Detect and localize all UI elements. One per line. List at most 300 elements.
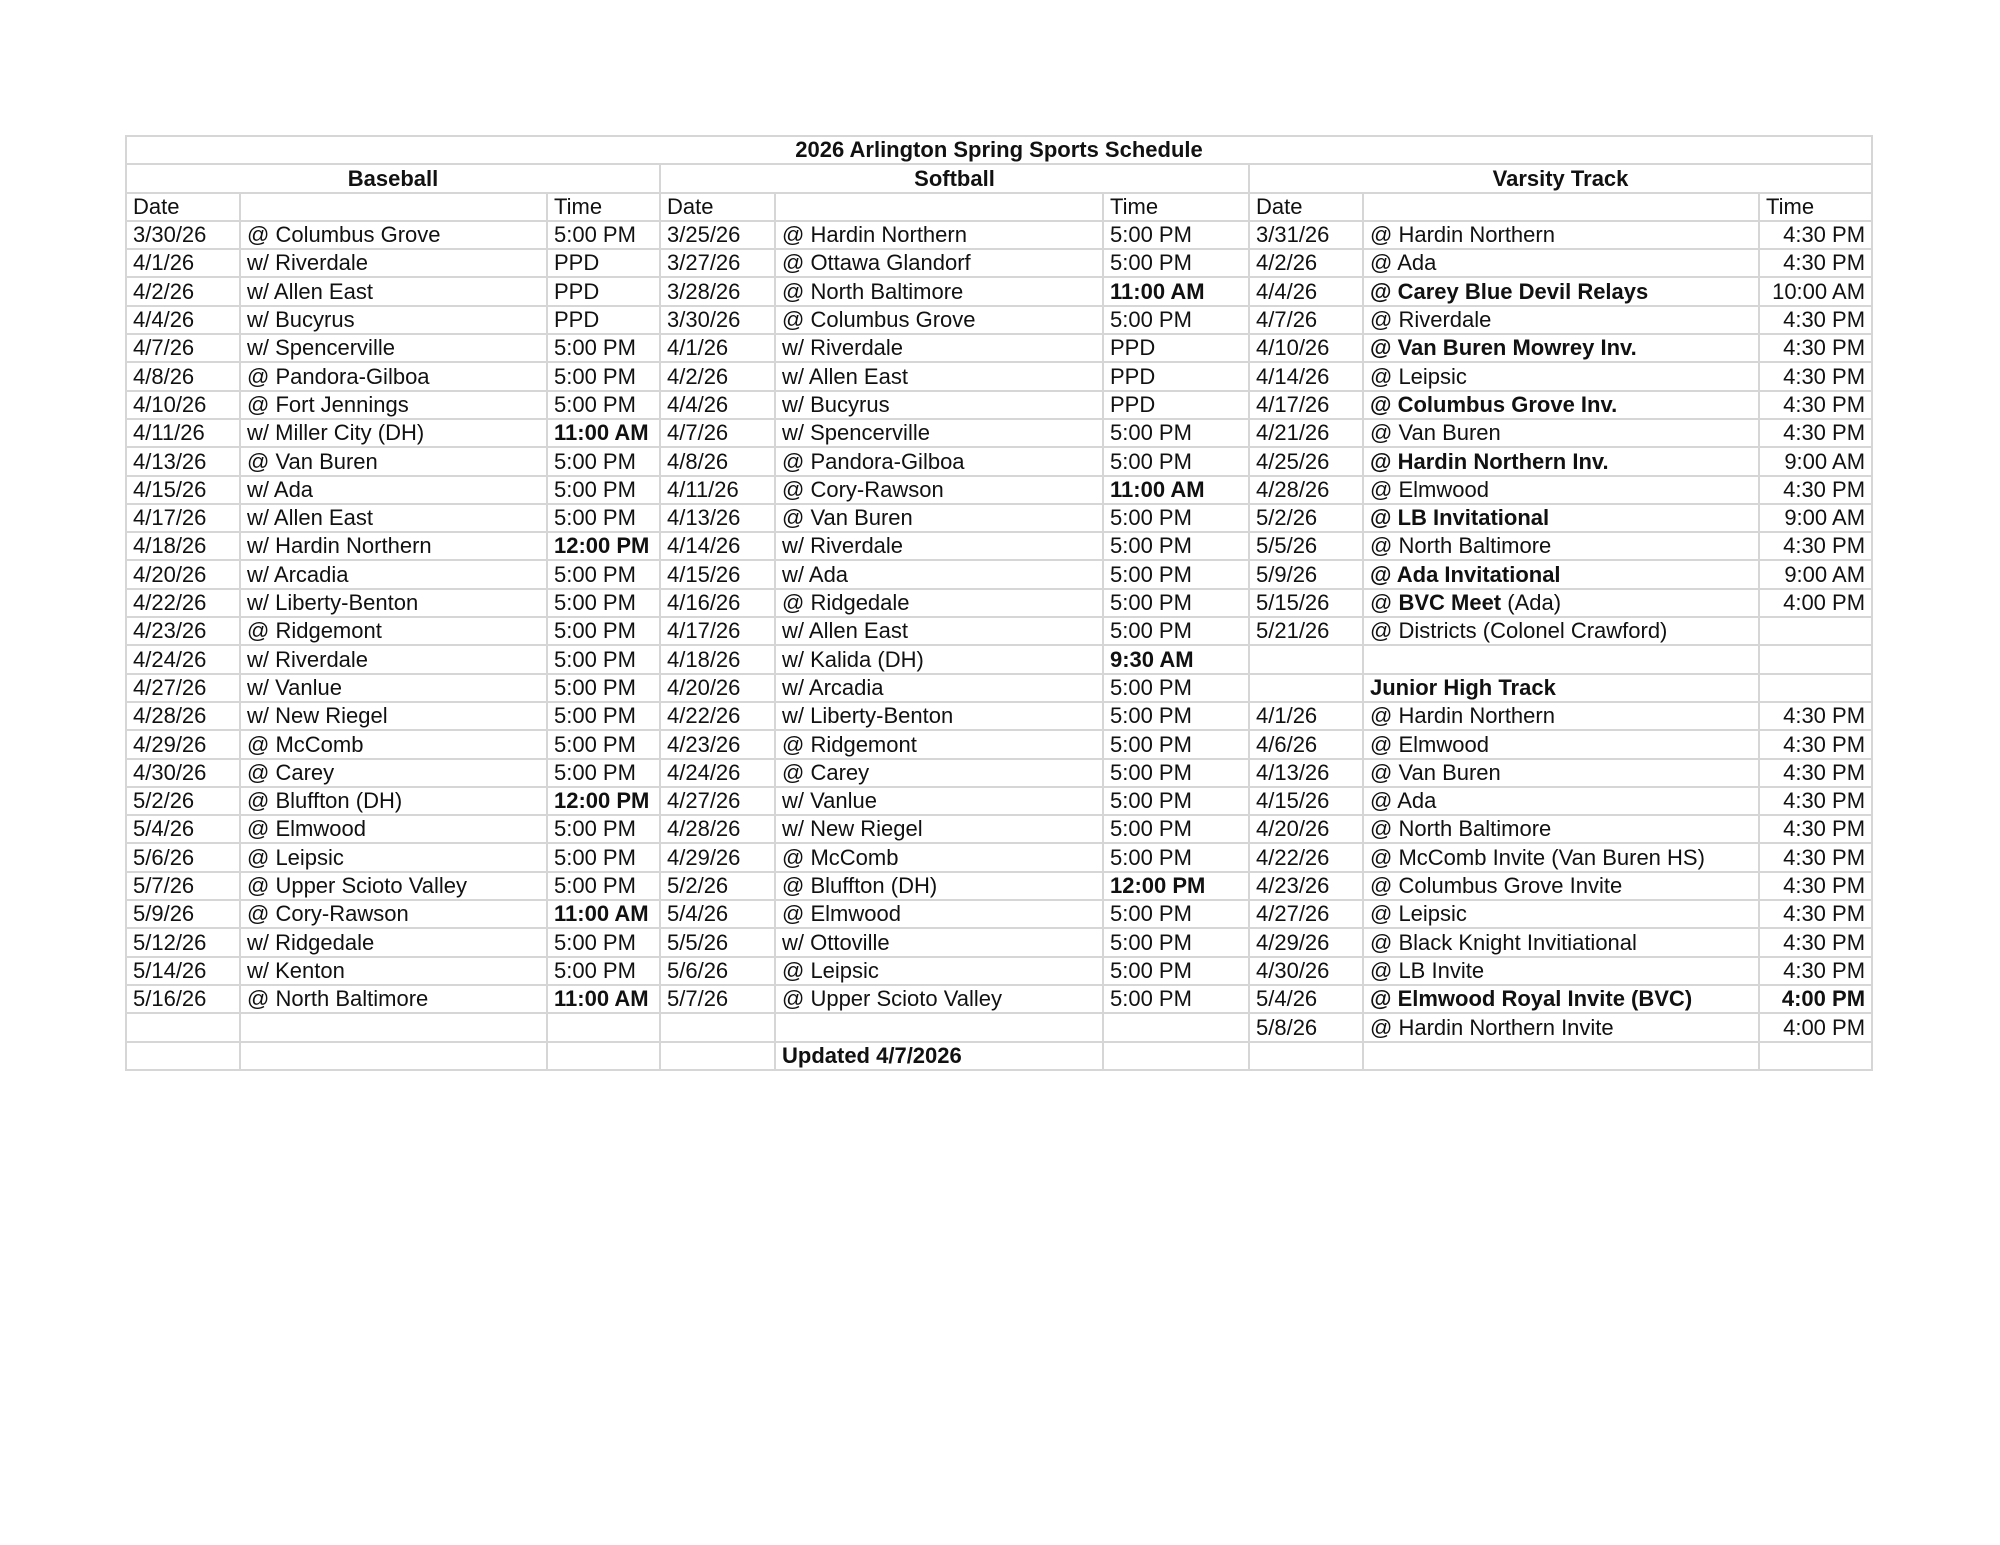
table-row <box>126 306 1872 334</box>
jh-track-time: 4:30 PM <box>1759 872 1872 900</box>
track-event: @ North Baltimore <box>1363 532 1759 560</box>
track-time: 4:30 PM <box>1759 419 1872 447</box>
baseball-date: 4/23/26 <box>126 617 240 645</box>
softball-date <box>660 1042 775 1070</box>
table-row <box>126 900 1872 928</box>
track-event-header <box>1363 193 1759 221</box>
softball-event: @ McComb <box>775 843 1103 871</box>
baseball-time: 5:00 PM <box>547 759 660 787</box>
softball-date: 4/27/26 <box>660 787 775 815</box>
softball-event: @ Hardin Northern <box>775 221 1103 249</box>
baseball-event: w/ Riverdale <box>240 249 547 277</box>
softball-date: 4/22/26 <box>660 702 775 730</box>
baseball-date: 4/17/26 <box>126 504 240 532</box>
baseball-date: 5/9/26 <box>126 900 240 928</box>
baseball-time: 5:00 PM <box>547 617 660 645</box>
softball-event <box>775 1013 1103 1041</box>
jh-track-date: 4/27/26 <box>1249 900 1363 928</box>
baseball-date <box>126 1042 240 1070</box>
schedule-title: 2026 Arlington Spring Sports Schedule <box>126 136 1872 164</box>
schedule-table <box>125 135 1873 1071</box>
table-row <box>126 843 1872 871</box>
softball-event: @ Upper Scioto Valley <box>775 985 1103 1013</box>
track-time: 4:30 PM <box>1759 221 1872 249</box>
softball-event: @ Pandora-Gilboa <box>775 447 1103 475</box>
baseball-time: 5:00 PM <box>547 589 660 617</box>
varsity-track-heading: Varsity Track <box>1249 164 1872 192</box>
title-row <box>126 136 1872 164</box>
track-date: 5/9/26 <box>1249 560 1363 588</box>
table-row <box>126 532 1872 560</box>
track-time <box>1759 1042 1872 1070</box>
track-time: 10:00 AM <box>1759 277 1872 305</box>
track-time: 4:30 PM <box>1759 532 1872 560</box>
softball-date: 4/24/26 <box>660 759 775 787</box>
baseball-time: 5:00 PM <box>547 221 660 249</box>
track-event: @ Elmwood <box>1363 476 1759 504</box>
baseball-event: @ Columbus Grove <box>240 221 547 249</box>
track-event: @ Hardin Northern Inv. <box>1363 447 1759 475</box>
softball-date: 4/1/26 <box>660 334 775 362</box>
baseball-date: 5/2/26 <box>126 787 240 815</box>
softball-date: 4/13/26 <box>660 504 775 532</box>
softball-event: w/ Bucyrus <box>775 391 1103 419</box>
track-date <box>1249 645 1363 673</box>
jh-track-date: 4/15/26 <box>1249 787 1363 815</box>
table-row <box>126 362 1872 390</box>
track-event <box>1363 1042 1759 1070</box>
baseball-date: 5/14/26 <box>126 957 240 985</box>
softball-date: 4/29/26 <box>660 843 775 871</box>
softball-event: @ Elmwood <box>775 900 1103 928</box>
baseball-time: 5:00 PM <box>547 362 660 390</box>
track-time: 4:00 PM <box>1759 589 1872 617</box>
track-date: 5/21/26 <box>1249 617 1363 645</box>
track-date: 4/25/26 <box>1249 447 1363 475</box>
softball-event: w/ Ada <box>775 560 1103 588</box>
jh-track-event: @ Elmwood <box>1363 730 1759 758</box>
softball-time: PPD <box>1103 334 1249 362</box>
softball-date: 4/7/26 <box>660 419 775 447</box>
track-event-suffix: (Ada) <box>1501 590 1562 616</box>
baseball-heading: Baseball <box>126 164 660 192</box>
softball-date: 4/17/26 <box>660 617 775 645</box>
sport-header-row <box>126 164 1872 192</box>
baseball-time: 5:00 PM <box>547 560 660 588</box>
softball-event: w/ Ottoville <box>775 928 1103 956</box>
table-row <box>126 674 1872 702</box>
jh-track-time: 4:30 PM <box>1759 928 1872 956</box>
softball-event: @ Leipsic <box>775 957 1103 985</box>
track-date: 4/28/26 <box>1249 476 1363 504</box>
baseball-date: 4/13/26 <box>126 447 240 475</box>
baseball-time: 5:00 PM <box>547 391 660 419</box>
jh-track-time: 4:30 PM <box>1759 730 1872 758</box>
table-row <box>126 589 1872 617</box>
jh-track-date: 4/6/26 <box>1249 730 1363 758</box>
track-date: 4/7/26 <box>1249 306 1363 334</box>
track-time <box>1759 617 1872 645</box>
jh-track-event: @ Hardin Northern <box>1363 702 1759 730</box>
baseball-date: 4/22/26 <box>126 589 240 617</box>
softball-date: 4/23/26 <box>660 730 775 758</box>
baseball-date: 5/6/26 <box>126 843 240 871</box>
softball-time: 5:00 PM <box>1103 815 1249 843</box>
baseball-time: 5:00 PM <box>547 334 660 362</box>
baseball-event: @ Leipsic <box>240 843 547 871</box>
track-date: 3/31/26 <box>1249 221 1363 249</box>
baseball-event: w/ Liberty-Benton <box>240 589 547 617</box>
baseball-date: 4/20/26 <box>126 560 240 588</box>
baseball-time: 11:00 AM <box>547 900 660 928</box>
jh-track-event: @ Leipsic <box>1363 900 1759 928</box>
baseball-date: 4/30/26 <box>126 759 240 787</box>
jh-track-time: 4:00 PM <box>1759 1013 1872 1041</box>
table-row <box>126 815 1872 843</box>
softball-date: 4/28/26 <box>660 815 775 843</box>
baseball-time: 11:00 AM <box>547 419 660 447</box>
baseball-event: @ Carey <box>240 759 547 787</box>
softball-event: @ Columbus Grove <box>775 306 1103 334</box>
softball-time: 5:00 PM <box>1103 249 1249 277</box>
softball-date: 4/8/26 <box>660 447 775 475</box>
softball-time: 5:00 PM <box>1103 419 1249 447</box>
baseball-event: w/ Riverdale <box>240 645 547 673</box>
softball-date <box>660 1013 775 1041</box>
softball-time-header: Time <box>1103 193 1249 221</box>
table-row <box>126 334 1872 362</box>
baseball-time: 5:00 PM <box>547 872 660 900</box>
table-row <box>126 928 1872 956</box>
baseball-event: w/ Kenton <box>240 957 547 985</box>
baseball-date: 4/1/26 <box>126 249 240 277</box>
softball-time: 12:00 PM <box>1103 872 1249 900</box>
baseball-event: w/ Ada <box>240 476 547 504</box>
softball-date: 3/30/26 <box>660 306 775 334</box>
jh-track-date: 4/23/26 <box>1249 872 1363 900</box>
table-row <box>126 1042 1872 1070</box>
baseball-time: 5:00 PM <box>547 957 660 985</box>
softball-time: 5:00 PM <box>1103 674 1249 702</box>
track-event <box>1363 645 1759 673</box>
jh-track-event: @ Van Buren <box>1363 759 1759 787</box>
jh-track-date: 4/29/26 <box>1249 928 1363 956</box>
jh-track-event: @ McComb Invite (Van Buren HS) <box>1363 843 1759 871</box>
baseball-event: @ Bluffton (DH) <box>240 787 547 815</box>
baseball-event: w/ Hardin Northern <box>240 532 547 560</box>
baseball-event: @ Van Buren <box>240 447 547 475</box>
baseball-time: 12:00 PM <box>547 532 660 560</box>
table-row <box>126 277 1872 305</box>
softball-date-header: Date <box>660 193 775 221</box>
table-row <box>126 985 1872 1013</box>
baseball-date: 4/29/26 <box>126 730 240 758</box>
track-date: 4/2/26 <box>1249 249 1363 277</box>
jh-track-time: 4:30 PM <box>1759 900 1872 928</box>
softball-time: 5:00 PM <box>1103 787 1249 815</box>
table-row <box>126 249 1872 277</box>
track-date: 4/4/26 <box>1249 277 1363 305</box>
baseball-time: 5:00 PM <box>547 476 660 504</box>
softball-event: w/ Arcadia <box>775 674 1103 702</box>
jh-track-event: @ Columbus Grove Invite <box>1363 872 1759 900</box>
jh-track-time: 4:30 PM <box>1759 759 1872 787</box>
softball-event: @ Cory-Rawson <box>775 476 1103 504</box>
track-time-header: Time <box>1759 193 1872 221</box>
jh-track-date: 4/22/26 <box>1249 843 1363 871</box>
softball-date: 5/6/26 <box>660 957 775 985</box>
jh-track-date: 5/8/26 <box>1249 1013 1363 1041</box>
jh-track-date: 4/20/26 <box>1249 815 1363 843</box>
table-row <box>126 391 1872 419</box>
updated-note: Updated 4/7/2026 <box>775 1042 1103 1070</box>
track-time: 9:00 AM <box>1759 504 1872 532</box>
baseball-date: 4/2/26 <box>126 277 240 305</box>
track-time: 4:30 PM <box>1759 476 1872 504</box>
jh-track-event: @ Ada <box>1363 787 1759 815</box>
softball-date: 3/27/26 <box>660 249 775 277</box>
table-row <box>126 617 1872 645</box>
softball-date: 4/4/26 <box>660 391 775 419</box>
table-row <box>126 702 1872 730</box>
track-time: 4:30 PM <box>1759 391 1872 419</box>
baseball-time <box>547 1013 660 1041</box>
softball-time: 5:00 PM <box>1103 589 1249 617</box>
track-event-bold: BVC Meet <box>1398 590 1502 616</box>
jh-track-time: 4:30 PM <box>1759 815 1872 843</box>
jh-track-event: @ Elmwood Royal Invite (BVC) <box>1363 985 1759 1013</box>
jh-track-date: 4/1/26 <box>1249 702 1363 730</box>
softball-time: 5:00 PM <box>1103 957 1249 985</box>
softball-time: 5:00 PM <box>1103 730 1249 758</box>
jh-track-time: 4:30 PM <box>1759 957 1872 985</box>
softball-time: 5:00 PM <box>1103 702 1249 730</box>
softball-date: 5/4/26 <box>660 900 775 928</box>
baseball-date: 4/28/26 <box>126 702 240 730</box>
baseball-date: 4/8/26 <box>126 362 240 390</box>
softball-time: 5:00 PM <box>1103 532 1249 560</box>
baseball-event: w/ Vanlue <box>240 674 547 702</box>
track-date <box>1249 1042 1363 1070</box>
track-date <box>1249 674 1363 702</box>
table-row <box>126 504 1872 532</box>
jh-track-date: 4/30/26 <box>1249 957 1363 985</box>
baseball-event: @ Upper Scioto Valley <box>240 872 547 900</box>
track-time: 9:00 AM <box>1759 560 1872 588</box>
baseball-date: 4/7/26 <box>126 334 240 362</box>
softball-event: @ Van Buren <box>775 504 1103 532</box>
softball-time: 11:00 AM <box>1103 277 1249 305</box>
softball-date: 4/14/26 <box>660 532 775 560</box>
track-date: 4/10/26 <box>1249 334 1363 362</box>
jh-track-time: 4:30 PM <box>1759 702 1872 730</box>
baseball-event: w/ Arcadia <box>240 560 547 588</box>
jh-track-event: @ Black Knight Invitiational <box>1363 928 1759 956</box>
baseball-time-header: Time <box>547 193 660 221</box>
jh-track-event: @ North Baltimore <box>1363 815 1759 843</box>
table-row <box>126 560 1872 588</box>
baseball-event: w/ Miller City (DH) <box>240 419 547 447</box>
softball-date: 5/5/26 <box>660 928 775 956</box>
baseball-date: 5/12/26 <box>126 928 240 956</box>
baseball-date: 4/10/26 <box>126 391 240 419</box>
softball-time: 5:00 PM <box>1103 900 1249 928</box>
softball-event: @ Ridgemont <box>775 730 1103 758</box>
softball-event: w/ Allen East <box>775 362 1103 390</box>
track-event: @ Hardin Northern <box>1363 221 1759 249</box>
baseball-event-header <box>240 193 547 221</box>
softball-event: w/ Spencerville <box>775 419 1103 447</box>
track-time: 4:30 PM <box>1759 249 1872 277</box>
baseball-time: 12:00 PM <box>547 787 660 815</box>
track-event: @ Ada <box>1363 249 1759 277</box>
softball-event: @ Ridgedale <box>775 589 1103 617</box>
track-date: 4/14/26 <box>1249 362 1363 390</box>
baseball-time: 5:00 PM <box>547 504 660 532</box>
softball-date: 3/25/26 <box>660 221 775 249</box>
baseball-date: 4/4/26 <box>126 306 240 334</box>
softball-event: w/ Allen East <box>775 617 1103 645</box>
baseball-event: @ McComb <box>240 730 547 758</box>
table-row <box>126 759 1872 787</box>
track-date-header: Date <box>1249 193 1363 221</box>
baseball-event: @ Pandora-Gilboa <box>240 362 547 390</box>
baseball-time: 5:00 PM <box>547 843 660 871</box>
softball-date: 4/20/26 <box>660 674 775 702</box>
softball-time: PPD <box>1103 391 1249 419</box>
table-row <box>126 419 1872 447</box>
track-event: @ Districts (Colonel Crawford) <box>1363 617 1759 645</box>
softball-event: @ Bluffton (DH) <box>775 872 1103 900</box>
baseball-event: w/ New Riegel <box>240 702 547 730</box>
softball-event: w/ Vanlue <box>775 787 1103 815</box>
column-header-row <box>126 193 1872 221</box>
baseball-time <box>547 1042 660 1070</box>
track-date: 5/5/26 <box>1249 532 1363 560</box>
table-row <box>126 787 1872 815</box>
track-event: @ Van Buren Mowrey Inv. <box>1363 334 1759 362</box>
softball-date: 5/7/26 <box>660 985 775 1013</box>
softball-heading: Softball <box>660 164 1249 192</box>
softball-time: 5:00 PM <box>1103 928 1249 956</box>
track-event: @ Van Buren <box>1363 419 1759 447</box>
baseball-date <box>126 1013 240 1041</box>
track-date: 5/15/26 <box>1249 589 1363 617</box>
track-event <box>1363 589 1759 617</box>
baseball-event: w/ Bucyrus <box>240 306 547 334</box>
jh-track-date: 5/4/26 <box>1249 985 1363 1013</box>
track-time <box>1759 645 1872 673</box>
softball-date: 3/28/26 <box>660 277 775 305</box>
track-time: 9:00 AM <box>1759 447 1872 475</box>
softball-event: @ Ottawa Glandorf <box>775 249 1103 277</box>
softball-date: 4/18/26 <box>660 645 775 673</box>
baseball-date: 5/16/26 <box>126 985 240 1013</box>
baseball-time: 5:00 PM <box>547 674 660 702</box>
softball-event: w/ Liberty-Benton <box>775 702 1103 730</box>
track-date: 4/17/26 <box>1249 391 1363 419</box>
baseball-time: 11:00 AM <box>547 985 660 1013</box>
softball-time: 5:00 PM <box>1103 985 1249 1013</box>
table-row <box>126 730 1872 758</box>
baseball-time: PPD <box>547 306 660 334</box>
softball-time: 9:30 AM <box>1103 645 1249 673</box>
baseball-date: 3/30/26 <box>126 221 240 249</box>
track-time: 4:30 PM <box>1759 362 1872 390</box>
track-time: 4:30 PM <box>1759 334 1872 362</box>
softball-date: 4/11/26 <box>660 476 775 504</box>
table-row <box>126 957 1872 985</box>
jh-track-date: 4/13/26 <box>1249 759 1363 787</box>
baseball-event: @ Fort Jennings <box>240 391 547 419</box>
table-row <box>126 476 1872 504</box>
baseball-date: 4/15/26 <box>126 476 240 504</box>
softball-time: 5:00 PM <box>1103 759 1249 787</box>
track-date: 5/2/26 <box>1249 504 1363 532</box>
baseball-time: 5:00 PM <box>547 730 660 758</box>
jh-track-time: 4:30 PM <box>1759 787 1872 815</box>
baseball-event: w/ Allen East <box>240 277 547 305</box>
jh-track-time: 4:00 PM <box>1759 985 1872 1013</box>
softball-time: 5:00 PM <box>1103 306 1249 334</box>
softball-time <box>1103 1013 1249 1041</box>
track-event: @ LB Invitational <box>1363 504 1759 532</box>
baseball-date: 4/24/26 <box>126 645 240 673</box>
track-event: @ Carey Blue Devil Relays <box>1363 277 1759 305</box>
softball-event: w/ Riverdale <box>775 334 1103 362</box>
softball-date: 5/2/26 <box>660 872 775 900</box>
jh-track-event: @ LB Invite <box>1363 957 1759 985</box>
baseball-time: 5:00 PM <box>547 447 660 475</box>
baseball-event: @ Cory-Rawson <box>240 900 547 928</box>
table-row <box>126 872 1872 900</box>
baseball-event <box>240 1013 547 1041</box>
baseball-event: w/ Spencerville <box>240 334 547 362</box>
softball-time: 11:00 AM <box>1103 476 1249 504</box>
baseball-time: 5:00 PM <box>547 928 660 956</box>
track-event: @ Riverdale <box>1363 306 1759 334</box>
softball-time <box>1103 1042 1249 1070</box>
baseball-time: 5:00 PM <box>547 815 660 843</box>
jh-track-time: 4:30 PM <box>1759 843 1872 871</box>
softball-time: 5:00 PM <box>1103 560 1249 588</box>
baseball-event: w/ Ridgedale <box>240 928 547 956</box>
softball-event: w/ Riverdale <box>775 532 1103 560</box>
baseball-date: 4/11/26 <box>126 419 240 447</box>
softball-date: 4/16/26 <box>660 589 775 617</box>
baseball-date: 5/4/26 <box>126 815 240 843</box>
baseball-event: @ Elmwood <box>240 815 547 843</box>
softball-date: 4/15/26 <box>660 560 775 588</box>
baseball-time: PPD <box>547 277 660 305</box>
softball-time: 5:00 PM <box>1103 447 1249 475</box>
softball-time: 5:00 PM <box>1103 221 1249 249</box>
junior-high-track-heading: Junior High Track <box>1363 674 1759 702</box>
track-event: @ Leipsic <box>1363 362 1759 390</box>
softball-event: @ North Baltimore <box>775 277 1103 305</box>
softball-event-header <box>775 193 1103 221</box>
baseball-date: 4/27/26 <box>126 674 240 702</box>
baseball-date: 4/18/26 <box>126 532 240 560</box>
softball-time: 5:00 PM <box>1103 504 1249 532</box>
baseball-event: @ North Baltimore <box>240 985 547 1013</box>
track-time <box>1759 674 1872 702</box>
baseball-event: @ Ridgemont <box>240 617 547 645</box>
softball-date: 4/2/26 <box>660 362 775 390</box>
baseball-date: 5/7/26 <box>126 872 240 900</box>
table-row <box>126 1013 1872 1041</box>
track-time: 4:30 PM <box>1759 306 1872 334</box>
